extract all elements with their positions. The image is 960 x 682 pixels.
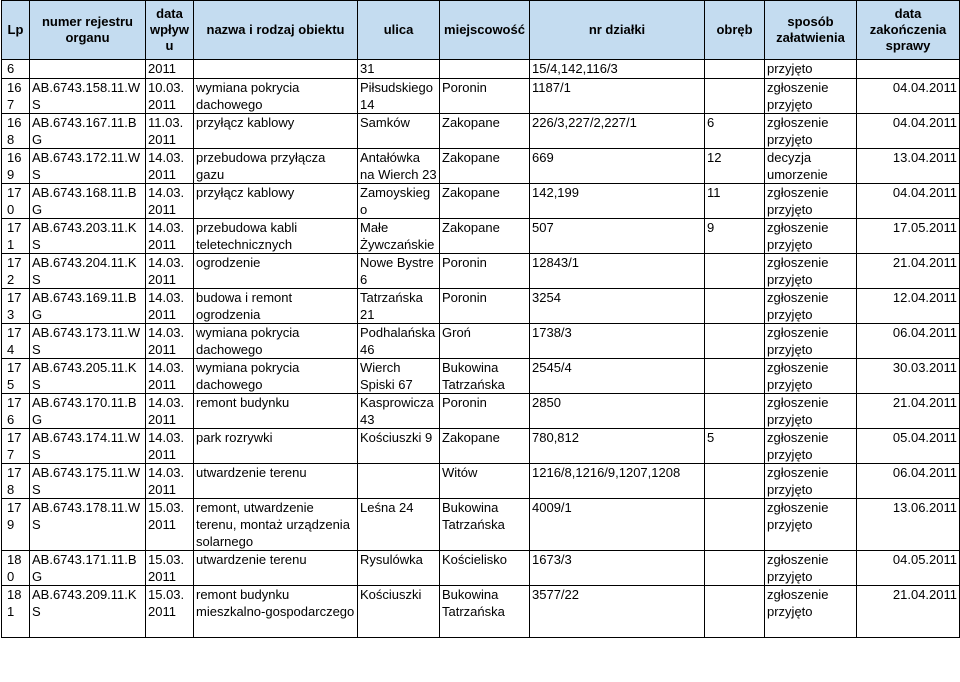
cell-register-number: AB.6743.170.11.BG — [30, 394, 146, 429]
cell-street: Kościuszki 9 — [358, 429, 440, 464]
header-lp: Lp — [2, 1, 30, 60]
cell-precinct: 12 — [705, 149, 765, 184]
cell-town: Kościelisko — [440, 551, 530, 586]
table-row — [2, 149, 960, 184]
cell-date-closed: 04.05.2011 — [857, 551, 960, 586]
cell-date-closed: 06.04.2011 — [857, 324, 960, 359]
cell-date-received: 14.03. 2011 — [146, 429, 194, 464]
cell-street: Samków — [358, 114, 440, 149]
cell-lp: 6 — [2, 60, 30, 79]
header-obreb: obręb — [705, 1, 765, 60]
cell-resolution: zgłoszenie przyjęto — [765, 184, 857, 219]
cell-date-received: 15.03. 2011 — [146, 551, 194, 586]
cell-town: Witów — [440, 464, 530, 499]
cell-object-name: wymiana pokrycia dachowego — [194, 79, 358, 114]
cell-date-received: 14.03. 2011 — [146, 149, 194, 184]
cell-precinct — [705, 586, 765, 638]
cell-precinct: 6 — [705, 114, 765, 149]
table-row — [2, 359, 960, 394]
cell-object-name — [194, 60, 358, 79]
cell-resolution: zgłoszenie przyjęto — [765, 429, 857, 464]
cell-town: Groń — [440, 324, 530, 359]
table-row — [2, 254, 960, 289]
cell-precinct — [705, 60, 765, 79]
cell-date-received: 15.03. 2011 — [146, 499, 194, 551]
cell-precinct: 11 — [705, 184, 765, 219]
cell-plot-numbers: 2545/4 — [530, 359, 705, 394]
cell-plot-numbers: 142,199 — [530, 184, 705, 219]
cell-register-number: AB.6743.174.11.WS — [30, 429, 146, 464]
header-miejscowosc: miejscowość — [440, 1, 530, 60]
cell-plot-numbers: 2850 — [530, 394, 705, 429]
cell-precinct — [705, 551, 765, 586]
table-row — [2, 60, 960, 79]
cell-precinct — [705, 289, 765, 324]
cell-register-number: AB.6743.204.11.KS — [30, 254, 146, 289]
table-row — [2, 219, 960, 254]
cell-date-closed: 30.03.2011 — [857, 359, 960, 394]
cell-register-number: AB.6743.203.11.KS — [30, 219, 146, 254]
cell-street — [358, 464, 440, 499]
cell-date-closed: 12.04.2011 — [857, 289, 960, 324]
cell-date-closed: 17.05.2011 — [857, 219, 960, 254]
cell-town — [440, 60, 530, 79]
cell-town: Poronin — [440, 254, 530, 289]
cell-street: Piłsudskiego 14 — [358, 79, 440, 114]
table-row — [2, 499, 960, 551]
cell-plot-numbers: 3254 — [530, 289, 705, 324]
header-dzialki: nr działki — [530, 1, 705, 60]
cell-date-received: 15.03. 2011 — [146, 586, 194, 638]
cell-lp: 170 — [2, 184, 30, 219]
table-row — [2, 79, 960, 114]
cell-lp: 175 — [2, 359, 30, 394]
cell-resolution: decyzja umorzenie — [765, 149, 857, 184]
header-ulica: ulica — [358, 1, 440, 60]
cell-date-received: 14.03. 2011 — [146, 219, 194, 254]
table-row — [2, 394, 960, 429]
cell-street: Małe Żywczańskie — [358, 219, 440, 254]
cell-register-number: AB.6743.171.11.BG — [30, 551, 146, 586]
cell-resolution: przyjęto — [765, 60, 857, 79]
cell-street: Podhalańska 46 — [358, 324, 440, 359]
cell-date-closed: 13.06.2011 — [857, 499, 960, 551]
cell-resolution: zgłoszenie przyjęto — [765, 359, 857, 394]
cell-date-closed: 21.04.2011 — [857, 394, 960, 429]
cell-register-number: AB.6743.169.11.BG — [30, 289, 146, 324]
cell-plot-numbers: 1673/3 — [530, 551, 705, 586]
cell-town: Bukowina Tatrzańska — [440, 499, 530, 551]
cell-precinct — [705, 359, 765, 394]
table-row — [2, 184, 960, 219]
cell-street: Antałówka na Wierch 23 — [358, 149, 440, 184]
cell-resolution: zgłoszenie przyjęto — [765, 551, 857, 586]
cell-town: Zakopane — [440, 219, 530, 254]
cell-town: Bukowina Tatrzańska — [440, 586, 530, 638]
cell-lp: 168 — [2, 114, 30, 149]
cell-date-received: 14.03. 2011 — [146, 184, 194, 219]
cell-object-name: park rozrywki — [194, 429, 358, 464]
cell-register-number: AB.6743.205.11.KS — [30, 359, 146, 394]
cell-object-name: utwardzenie terenu — [194, 551, 358, 586]
table-row — [2, 586, 960, 638]
cell-plot-numbers: 15/4,142,116/3 — [530, 60, 705, 79]
cell-resolution: zgłoszenie przyjęto — [765, 219, 857, 254]
cell-town: Zakopane — [440, 429, 530, 464]
cell-register-number: AB.6743.173.11.WS — [30, 324, 146, 359]
header-zakonczenia: data zakończenia sprawy — [857, 1, 960, 60]
cell-object-name: przebudowa kabli teletechnicznych — [194, 219, 358, 254]
cell-town: Zakopane — [440, 114, 530, 149]
cell-plot-numbers: 1738/3 — [530, 324, 705, 359]
cell-town: Poronin — [440, 394, 530, 429]
cell-object-name: wymiana pokrycia dachowego — [194, 359, 358, 394]
cell-date-closed: 13.04.2011 — [857, 149, 960, 184]
cell-plot-numbers: 226/3,227/2,227/1 — [530, 114, 705, 149]
cell-date-received: 14.03. 2011 — [146, 289, 194, 324]
cell-register-number: AB.6743.158.11.WS — [30, 79, 146, 114]
cell-date-closed: 06.04.2011 — [857, 464, 960, 499]
cell-plot-numbers: 1187/1 — [530, 79, 705, 114]
table-row — [2, 289, 960, 324]
table-row — [2, 464, 960, 499]
register-table — [1, 0, 960, 638]
cell-precinct — [705, 394, 765, 429]
cell-register-number: AB.6743.172.11.WS — [30, 149, 146, 184]
cell-date-closed: 04.04.2011 — [857, 79, 960, 114]
cell-date-received: 14.03. 2011 — [146, 254, 194, 289]
cell-object-name: przyłącz kablowy — [194, 184, 358, 219]
cell-lp: 173 — [2, 289, 30, 324]
cell-street: Wierch Spiski 67 — [358, 359, 440, 394]
cell-lp: 180 — [2, 551, 30, 586]
cell-object-name: przebudowa przyłącza gazu — [194, 149, 358, 184]
cell-object-name: ogrodzenie — [194, 254, 358, 289]
cell-date-received: 2011 — [146, 60, 194, 79]
header-row — [2, 1, 960, 60]
cell-resolution: zgłoszenie przyjęto — [765, 394, 857, 429]
cell-register-number — [30, 60, 146, 79]
cell-plot-numbers: 507 — [530, 219, 705, 254]
cell-date-received: 10.03. 2011 — [146, 79, 194, 114]
header-wplyw: data wpływu — [146, 1, 194, 60]
cell-lp: 171 — [2, 219, 30, 254]
cell-street: Kościuszki — [358, 586, 440, 638]
cell-town: Zakopane — [440, 149, 530, 184]
cell-date-received: 14.03. 2011 — [146, 464, 194, 499]
cell-register-number: AB.6743.209.11.KS — [30, 586, 146, 638]
cell-register-number: AB.6743.168.11.BG — [30, 184, 146, 219]
cell-resolution: zgłoszenie przyjęto — [765, 289, 857, 324]
cell-precinct — [705, 499, 765, 551]
table-body — [2, 60, 960, 638]
cell-street: Kasprowicza 43 — [358, 394, 440, 429]
cell-street: Rysulówka — [358, 551, 440, 586]
cell-date-received: 14.03. 2011 — [146, 359, 194, 394]
cell-precinct — [705, 79, 765, 114]
cell-street: Nowe Bystre 6 — [358, 254, 440, 289]
cell-street: Tatrzańska 21 — [358, 289, 440, 324]
cell-resolution: zgłoszenie przyjęto — [765, 254, 857, 289]
cell-plot-numbers: 669 — [530, 149, 705, 184]
cell-date-closed: 05.04.2011 — [857, 429, 960, 464]
cell-precinct: 5 — [705, 429, 765, 464]
cell-date-received: 14.03. 2011 — [146, 324, 194, 359]
table-row — [2, 114, 960, 149]
cell-resolution: zgłoszenie przyjęto — [765, 114, 857, 149]
cell-object-name: remont budynku — [194, 394, 358, 429]
cell-lp: 178 — [2, 464, 30, 499]
cell-plot-numbers: 1216/8,1216/9,1207,1208 — [530, 464, 705, 499]
cell-date-received: 11.03. 2011 — [146, 114, 194, 149]
cell-register-number: AB.6743.167.11.BG — [30, 114, 146, 149]
cell-plot-numbers: 3577/22 — [530, 586, 705, 638]
cell-plot-numbers: 780,812 — [530, 429, 705, 464]
cell-street: Zamoyskiego — [358, 184, 440, 219]
cell-object-name: wymiana pokrycia dachowego — [194, 324, 358, 359]
table-row — [2, 324, 960, 359]
cell-object-name: przyłącz kablowy — [194, 114, 358, 149]
cell-street: Leśna 24 — [358, 499, 440, 551]
header-nr: numer rejestru organu — [30, 1, 146, 60]
cell-lp: 176 — [2, 394, 30, 429]
cell-town: Poronin — [440, 79, 530, 114]
cell-precinct: 9 — [705, 219, 765, 254]
cell-resolution: zgłoszenie przyjęto — [765, 499, 857, 551]
cell-lp: 167 — [2, 79, 30, 114]
cell-date-closed — [857, 60, 960, 79]
cell-resolution: zgłoszenie przyjęto — [765, 324, 857, 359]
cell-town: Bukowina Tatrzańska — [440, 359, 530, 394]
cell-object-name: budowa i remont ogrodzenia — [194, 289, 358, 324]
cell-date-closed: 04.04.2011 — [857, 184, 960, 219]
cell-register-number: AB.6743.175.11.WS — [30, 464, 146, 499]
cell-register-number: AB.6743.178.11.WS — [30, 499, 146, 551]
cell-town: Zakopane — [440, 184, 530, 219]
cell-lp: 181 — [2, 586, 30, 638]
cell-lp: 169 — [2, 149, 30, 184]
cell-lp: 177 — [2, 429, 30, 464]
cell-date-received: 14.03. 2011 — [146, 394, 194, 429]
cell-resolution: zgłoszenie przyjęto — [765, 79, 857, 114]
cell-resolution: zgłoszenie przyjęto — [765, 464, 857, 499]
cell-precinct — [705, 464, 765, 499]
cell-precinct — [705, 324, 765, 359]
cell-lp: 172 — [2, 254, 30, 289]
cell-plot-numbers: 4009/1 — [530, 499, 705, 551]
cell-date-closed: 04.04.2011 — [857, 114, 960, 149]
cell-resolution: zgłoszenie przyjęto — [765, 586, 857, 638]
cell-precinct — [705, 254, 765, 289]
cell-lp: 179 — [2, 499, 30, 551]
cell-object-name: remont, utwardzenie terenu, montaż urządzenia solarnego — [194, 499, 358, 551]
cell-town: Poronin — [440, 289, 530, 324]
cell-plot-numbers: 12843/1 — [530, 254, 705, 289]
cell-date-closed: 21.04.2011 — [857, 586, 960, 638]
header-sposob: sposób załatwienia — [765, 1, 857, 60]
cell-street: 31 — [358, 60, 440, 79]
cell-object-name: remont budynku mieszkalno-gospodarczego — [194, 586, 358, 638]
cell-date-closed: 21.04.2011 — [857, 254, 960, 289]
header-nazwa: nazwa i rodzaj obiektu — [194, 1, 358, 60]
cell-object-name: utwardzenie terenu — [194, 464, 358, 499]
cell-lp: 174 — [2, 324, 30, 359]
table-row — [2, 551, 960, 586]
table-row — [2, 429, 960, 464]
